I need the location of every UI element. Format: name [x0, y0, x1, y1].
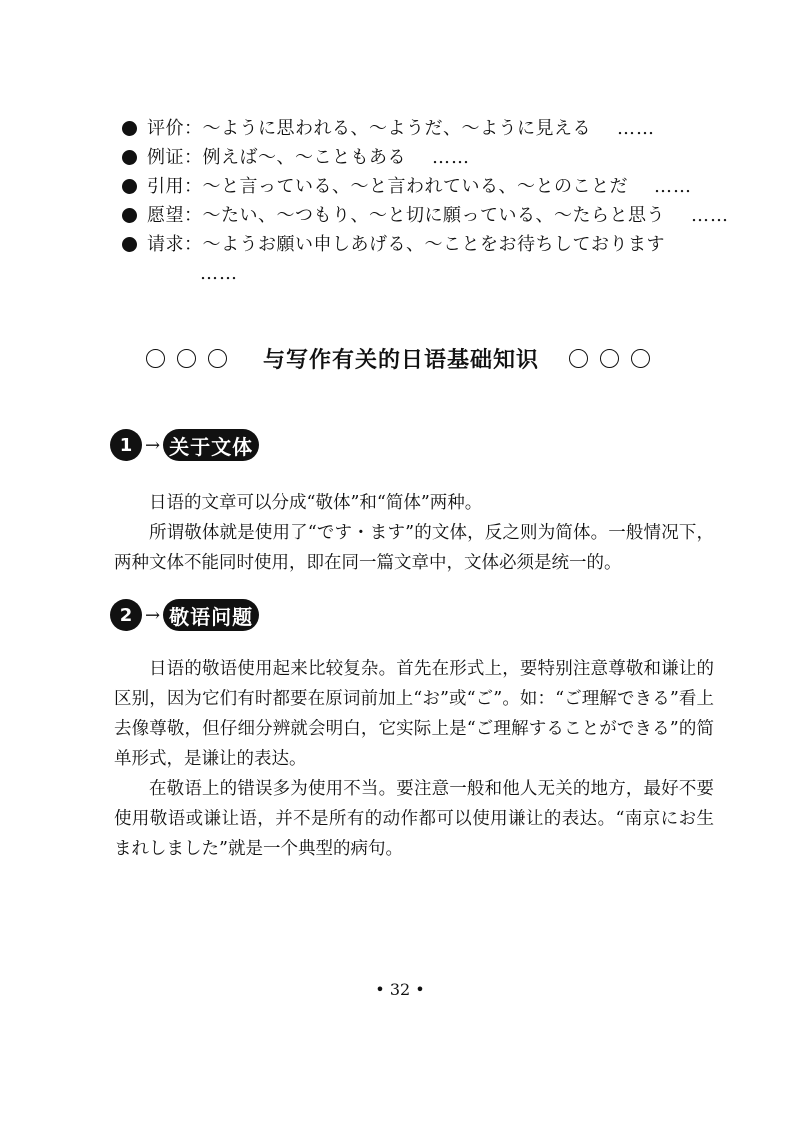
bullet-text: 引用：～と言っている、～と言われている、～とのことだ	[147, 176, 628, 197]
bullet-continuation: ……	[200, 263, 238, 284]
bullet-dot-icon	[122, 150, 137, 165]
circle-icon	[631, 349, 650, 368]
circle-icon	[600, 349, 619, 368]
bullet-ellipsis: ……	[691, 205, 729, 226]
bullet-dot-icon	[122, 179, 137, 194]
section-heading-2	[110, 598, 259, 632]
bullet-list	[122, 114, 729, 288]
bullet-dot-icon	[122, 121, 137, 136]
section-heading-label: 敬语问题	[163, 599, 259, 631]
paragraph: 日语的敬语使用起来比较复杂。首先在形式上，要特别注意尊敬和谦让的区别，因为它们有时都要在原词前加上“お”或“ご”。如：“ご理解できる”看上去像尊敬，但仔细分辨就会明白，它实际上是“ご理解することができる”的简单形式，是谦让的表达。	[114, 659, 714, 769]
bullet-item	[122, 143, 722, 172]
bullet-ellipsis: ……	[617, 118, 655, 139]
section-body-1	[114, 488, 714, 578]
page-number: • 32 •	[375, 980, 425, 999]
section-number-badge: 2	[110, 599, 142, 631]
paragraph: 在敬语上的错误多为使用不当。要注意一般和他人无关的地方，最好不要使用敬语或谦让语，并不是所有的动作都可以使用谦让的表达。“南京にお生まれしました”就是一个典型的病句。	[114, 779, 714, 859]
bullet-item	[122, 230, 722, 259]
section-title	[146, 341, 666, 375]
bullet-dot-icon	[122, 208, 137, 223]
bullet-ellipsis: ……	[432, 147, 470, 168]
paragraph: 日语的文章可以分成“敬体”和“简体”两种。	[149, 493, 483, 513]
bullet-item	[122, 172, 722, 201]
bullet-item	[122, 201, 729, 230]
arrow-right-icon: →	[145, 434, 161, 456]
section-body-2	[114, 654, 714, 864]
bullet-text: 例证：例えば～、～こともある	[147, 147, 406, 168]
section-title-text: 与写作有关的日语基础知识	[263, 347, 540, 373]
circle-icon	[146, 349, 165, 368]
bullet-text: 评价：～ように思われる、～ようだ、～ように見える	[147, 118, 591, 139]
arrow-right-icon: →	[145, 604, 161, 626]
circle-icon	[177, 349, 196, 368]
bullet-item	[122, 114, 722, 143]
section-number-badge: 1	[110, 429, 142, 461]
bullet-dot-icon	[122, 237, 137, 252]
bullet-text: 请求：～ようお願い申しあげる、～ことをお待ちしております	[147, 234, 665, 255]
section-heading-1	[110, 428, 259, 462]
bullet-ellipsis: ……	[654, 176, 692, 197]
circle-icon	[208, 349, 227, 368]
section-heading-label: 关于文体	[163, 429, 259, 461]
circle-icon	[569, 349, 588, 368]
bullet-text: 愿望：～たい、～つもり、～と切に願っている、～たらと思う	[147, 205, 665, 226]
paragraph: 所谓敬体就是使用了“です・ます”的文体，反之则为简体。一般情况下，两种文体不能同时使用，即在同一篇文章中，文体必须是统一的。	[114, 523, 714, 573]
